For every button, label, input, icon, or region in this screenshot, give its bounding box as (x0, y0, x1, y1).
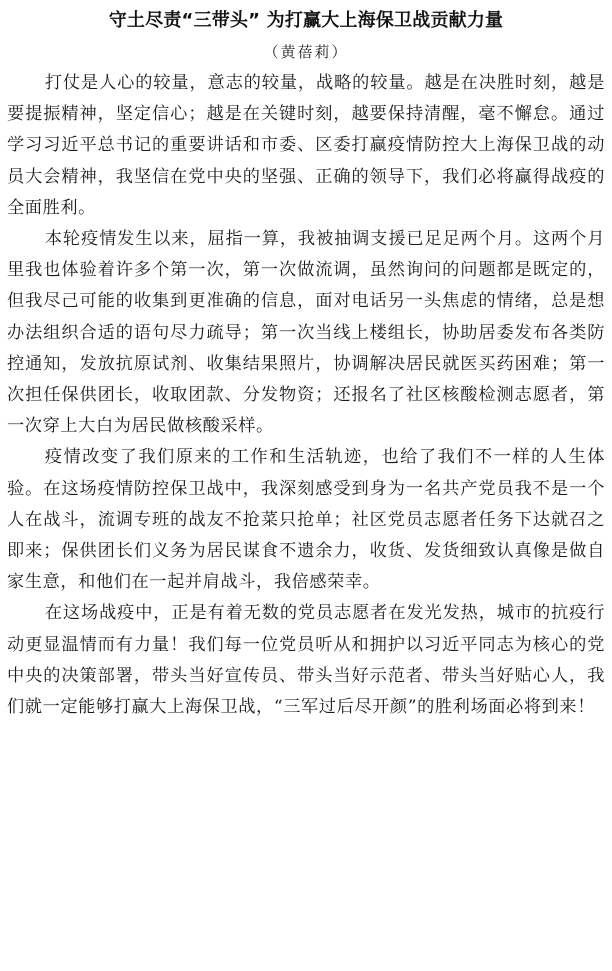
paragraph-3: 疫情改变了我们原来的工作和生活轨迹，也给了我们不一样的人生体验。在这场疫情防控保卫战中，我深刻感受到身为一名共产党员我不是一个人在战斗，流调专班的战友不抢菜只抢单；社区党员志愿者任务下达就召之即来；保供团长们义务为居民谋食不遗余力，收货、发货细致认真像是做自家生意，和他们在一起并肩战斗，我倍感荣幸。 (7, 447, 605, 593)
article-body (7, 68, 605, 723)
paragraph-2: 本轮疫情发生以来，屈指一算，我被抽调支援已足足两个月。这两个月里我也体验着许多个第一次，第一次做流调，虽然询问的问题都是既定的，但我尽己可能的收集到更准确的信息，面对电话另一头焦虑的情绪，总是想办法组织合适的语句尽力疏导；第一次当线上楼组长，协助居委发布各类防控通知，发放抗原试剂、收集结果照片，协调解决居民就医买药困难；第一次担任保供团长，收取团款、分发物资；还报名了社区核酸检测志愿者，第一次穿上大白为居民做核酸采样。 (7, 229, 605, 437)
paragraph-1: 打仗是人心的较量，意志的较量，战略的较量。越是在决胜时刻，越是要提振精神，坚定信心；越是在关键时刻，越要保持清醒，毫不懈怠。通过学习习近平总书记的重要讲话和市委、区委打赢疫情防控大上海保卫战的动员大会精神，我坚信在党中央的坚强、正确的领导下，我们必将赢得战疫的全面胜利。 (7, 73, 605, 218)
article-title: 守土尽责“三带头” 为打赢大上海保卫战贡献力量 (108, 10, 504, 31)
article-author: （黄蓓莉） (263, 43, 349, 61)
paragraph-4: 在这场战疫中，正是有着无数的党员志愿者在发光发热，城市的抗疫行动更显温情而有力量！我们每一位党员听从和拥护以习近平同志为核心的党中央的决策部署，带头当好宣传员、带头当好示范者、带头当好贴心人，我们就一定能够打赢大上海保卫战，“三军过后尽开颜”的胜利场面必将到来！ (7, 603, 605, 718)
